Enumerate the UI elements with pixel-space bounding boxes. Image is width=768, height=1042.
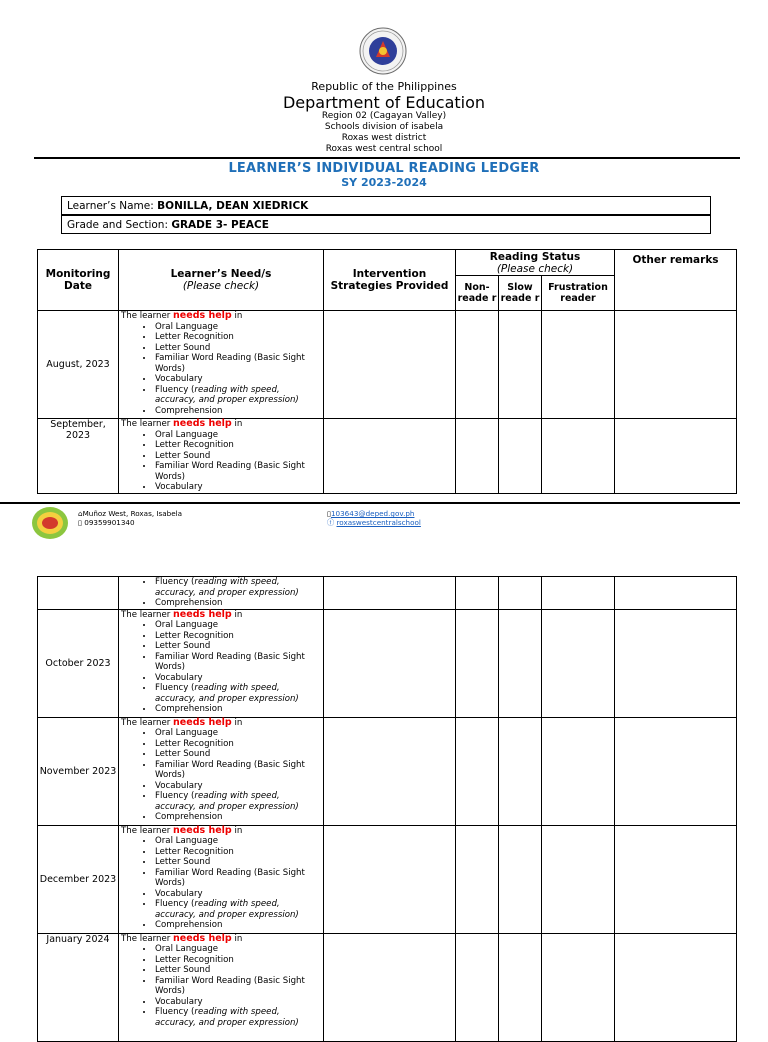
- table-row: [38, 825, 737, 933]
- slow-reader-check[interactable]: [499, 419, 542, 494]
- non-reader-check[interactable]: [456, 577, 499, 610]
- division-text: Schools division of isabela: [324, 122, 444, 132]
- list-item: • Letter Sound: [154, 749, 323, 760]
- header-remarks: Other remarks: [615, 250, 737, 311]
- header-needs-label: Learner’s Need/s: [170, 268, 272, 280]
- non-reader-check[interactable]: [456, 825, 499, 933]
- email-icon: ▯: [327, 509, 331, 518]
- frustration-check[interactable]: [542, 609, 615, 717]
- header-reading-status-hint: (Please check): [496, 262, 574, 275]
- department-text: Department of Education: [282, 93, 486, 112]
- needs-intro: The learner needs help in: [121, 418, 243, 429]
- intervention-cell[interactable]: [324, 609, 456, 717]
- list-item: • Vocabulary: [154, 781, 323, 792]
- frustration-check[interactable]: [542, 311, 615, 419]
- list-item: • Vocabulary: [154, 374, 323, 385]
- document-title: LEARNER’S INDIVIDUAL READING LEDGER: [228, 161, 540, 176]
- header-needs-hint: (Please check): [182, 280, 260, 292]
- republic-text: Republic of the Philippines: [311, 80, 457, 93]
- remarks-cell[interactable]: [615, 577, 737, 610]
- remarks-cell[interactable]: [615, 717, 737, 825]
- header-slow-reader: Slow reade r: [499, 276, 542, 311]
- district-text: Roxas west district: [341, 133, 427, 143]
- list-item: • Vocabulary: [154, 997, 323, 1008]
- intervention-cell[interactable]: [324, 577, 456, 610]
- list-item: • Fluency (reading with speed, accuracy, and proper expression): [154, 385, 323, 406]
- needs-list: [121, 430, 323, 493]
- header-intervention: Intervention Strategies Provided: [324, 250, 456, 311]
- list-item: • Vocabulary: [154, 889, 323, 900]
- slow-reader-check[interactable]: [499, 311, 542, 419]
- list-item: • Familiar Word Reading (Basic Sight Words): [154, 760, 323, 781]
- month-cell: November 2023: [38, 717, 119, 825]
- non-reader-check[interactable]: [456, 419, 499, 494]
- table-row: [38, 577, 737, 610]
- list-item: • Fluency (reading with speed, accuracy, and proper expression): [154, 899, 323, 920]
- list-item: • Oral Language: [154, 620, 323, 631]
- intervention-cell[interactable]: [324, 933, 456, 1041]
- frustration-check[interactable]: [542, 577, 615, 610]
- list-item: • Familiar Word Reading (Basic Sight Words): [154, 652, 323, 673]
- footer-contact: [78, 510, 182, 527]
- remarks-cell[interactable]: [615, 311, 737, 419]
- list-item: • Letter Recognition: [154, 631, 323, 642]
- remarks-cell[interactable]: [615, 419, 737, 494]
- non-reader-check[interactable]: [456, 717, 499, 825]
- needs-list: [121, 322, 323, 417]
- needs-cell: [119, 825, 324, 933]
- location-icon: ⌂: [78, 509, 83, 518]
- non-reader-check[interactable]: [456, 933, 499, 1041]
- list-item: • Oral Language: [154, 728, 323, 739]
- ledger-table-page1: [37, 249, 737, 494]
- list-item: • Comprehension: [154, 598, 323, 609]
- table-row: [38, 311, 737, 419]
- list-item: • Letter Recognition: [154, 739, 323, 750]
- list-item: • Fluency (reading with speed, accuracy, and proper expression): [154, 1007, 323, 1028]
- list-item: • Comprehension: [154, 406, 323, 417]
- needs-list: [121, 836, 323, 931]
- frustration-check[interactable]: [542, 933, 615, 1041]
- needs-cell: [119, 717, 324, 825]
- facebook-icon: ⓕ: [327, 517, 335, 527]
- month-cell: September, 2023: [38, 419, 119, 494]
- grade-label: Grade and Section:: [67, 219, 168, 231]
- header-monitoring-date: Monitoring Date: [38, 250, 119, 311]
- learner-name-value: BONILLA, DEAN XIEDRICK: [157, 200, 309, 212]
- list-item: • Comprehension: [154, 920, 323, 931]
- header-divider: [34, 157, 740, 159]
- list-item: • Oral Language: [154, 430, 323, 441]
- header-reading-status: [456, 250, 615, 276]
- list-item: • Fluency (reading with speed, accuracy, and proper expression): [154, 683, 323, 704]
- needs-intro: The learner needs help in: [121, 310, 243, 321]
- school-year: SY 2023-2024: [341, 176, 427, 189]
- list-item: • Fluency (reading with speed, accuracy, and proper expression): [154, 791, 323, 812]
- list-item: • Letter Sound: [154, 641, 323, 652]
- month-cell: December 2023: [38, 825, 119, 933]
- school-text: Roxas west central school: [325, 144, 443, 154]
- list-item: • Letter Sound: [154, 965, 323, 976]
- learner-name-label: Learner’s Name:: [67, 200, 154, 212]
- slow-reader-check[interactable]: [499, 933, 542, 1041]
- needs-cell: [119, 311, 324, 419]
- footer-address: ⌂Muñoz West, Roxas, Isabela: [78, 509, 183, 518]
- list-item: • Fluency (reading with speed, accuracy, and proper expression): [154, 577, 323, 598]
- list-item: • Letter Sound: [154, 343, 323, 354]
- header-non-reader: Non-reade r: [456, 276, 499, 311]
- non-reader-check[interactable]: [456, 609, 499, 717]
- non-reader-check[interactable]: [456, 311, 499, 419]
- remarks-cell[interactable]: [615, 933, 737, 1041]
- region-text: Region 02 (Cagayan Valley): [321, 111, 447, 121]
- school-logo: [31, 506, 69, 540]
- phone-icon: ▯: [78, 517, 82, 527]
- slow-reader-check[interactable]: [499, 609, 542, 717]
- needs-list: [121, 944, 323, 1028]
- list-item: • Vocabulary: [154, 673, 323, 684]
- slow-reader-check[interactable]: [499, 577, 542, 610]
- slow-reader-check[interactable]: [499, 825, 542, 933]
- needs-list: [121, 728, 323, 823]
- needs-intro: The learner needs help in: [121, 932, 243, 944]
- footer-links: [327, 510, 421, 527]
- list-item: • Familiar Word Reading (Basic Sight Words): [154, 461, 323, 482]
- list-item: • Familiar Word Reading (Basic Sight Words): [154, 868, 323, 889]
- frustration-check[interactable]: [542, 419, 615, 494]
- needs-intro: The learner needs help in: [121, 608, 243, 620]
- needs-cell: [119, 609, 324, 717]
- list-item: • Letter Recognition: [154, 847, 323, 858]
- grade-section-box: [61, 215, 711, 234]
- needs-cell: [119, 577, 324, 610]
- footer-phone: ▯ 09359901340: [78, 517, 135, 527]
- table-row: [38, 419, 737, 494]
- intervention-cell[interactable]: [324, 825, 456, 933]
- table-row: [38, 717, 737, 825]
- grade-value: GRADE 3- PEACE: [171, 219, 269, 231]
- month-cell: January 2024: [38, 933, 119, 1041]
- header-needs: [119, 250, 324, 311]
- needs-cell: [119, 419, 324, 494]
- needs-cell: [119, 933, 324, 1041]
- month-cell: October 2023: [38, 609, 119, 717]
- list-item: • Comprehension: [154, 704, 323, 715]
- learner-name-box: [61, 196, 711, 215]
- frustration-check[interactable]: [542, 717, 615, 825]
- needs-list: [121, 620, 323, 715]
- remarks-cell[interactable]: [615, 609, 737, 717]
- footer-facebook[interactable]: ⓕ roxaswestcentralschool: [327, 517, 421, 527]
- list-item: • Letter Sound: [154, 451, 323, 462]
- list-item: • Letter Recognition: [154, 955, 323, 966]
- list-item: • Oral Language: [154, 836, 323, 847]
- needs-intro: The learner needs help in: [121, 716, 243, 728]
- header-reading-status-label: Reading Status: [489, 250, 581, 263]
- intervention-cell[interactable]: [324, 311, 456, 419]
- remarks-cell[interactable]: [615, 825, 737, 933]
- slow-reader-check[interactable]: [499, 717, 542, 825]
- intervention-cell[interactable]: [324, 419, 456, 494]
- deped-seal-logo: [359, 27, 407, 75]
- header-frustration: Frustration reader: [542, 276, 615, 311]
- intervention-cell[interactable]: [324, 717, 456, 825]
- list-item: • Comprehension: [154, 812, 323, 823]
- list-item: • Letter Sound: [154, 857, 323, 868]
- table-row: [38, 933, 737, 1041]
- frustration-check[interactable]: [542, 825, 615, 933]
- list-item: • Letter Recognition: [154, 440, 323, 451]
- month-cell: [38, 577, 119, 610]
- month-cell: August, 2023: [38, 311, 119, 419]
- footer-email[interactable]: ▯103643@deped.gov.ph: [327, 509, 415, 518]
- table-row: [38, 609, 737, 717]
- needs-intro: The learner needs help in: [121, 824, 243, 836]
- needs-list: [121, 577, 323, 609]
- ledger-table-page2: [37, 576, 737, 1042]
- footer-divider: [0, 502, 740, 504]
- list-item: • Familiar Word Reading (Basic Sight Words): [154, 976, 323, 997]
- list-item: • Familiar Word Reading (Basic Sight Words): [154, 353, 323, 374]
- list-item: • Letter Recognition: [154, 332, 323, 343]
- list-item: • Oral Language: [154, 322, 323, 333]
- list-item: • Oral Language: [154, 944, 323, 955]
- list-item: • Vocabulary: [154, 482, 323, 493]
